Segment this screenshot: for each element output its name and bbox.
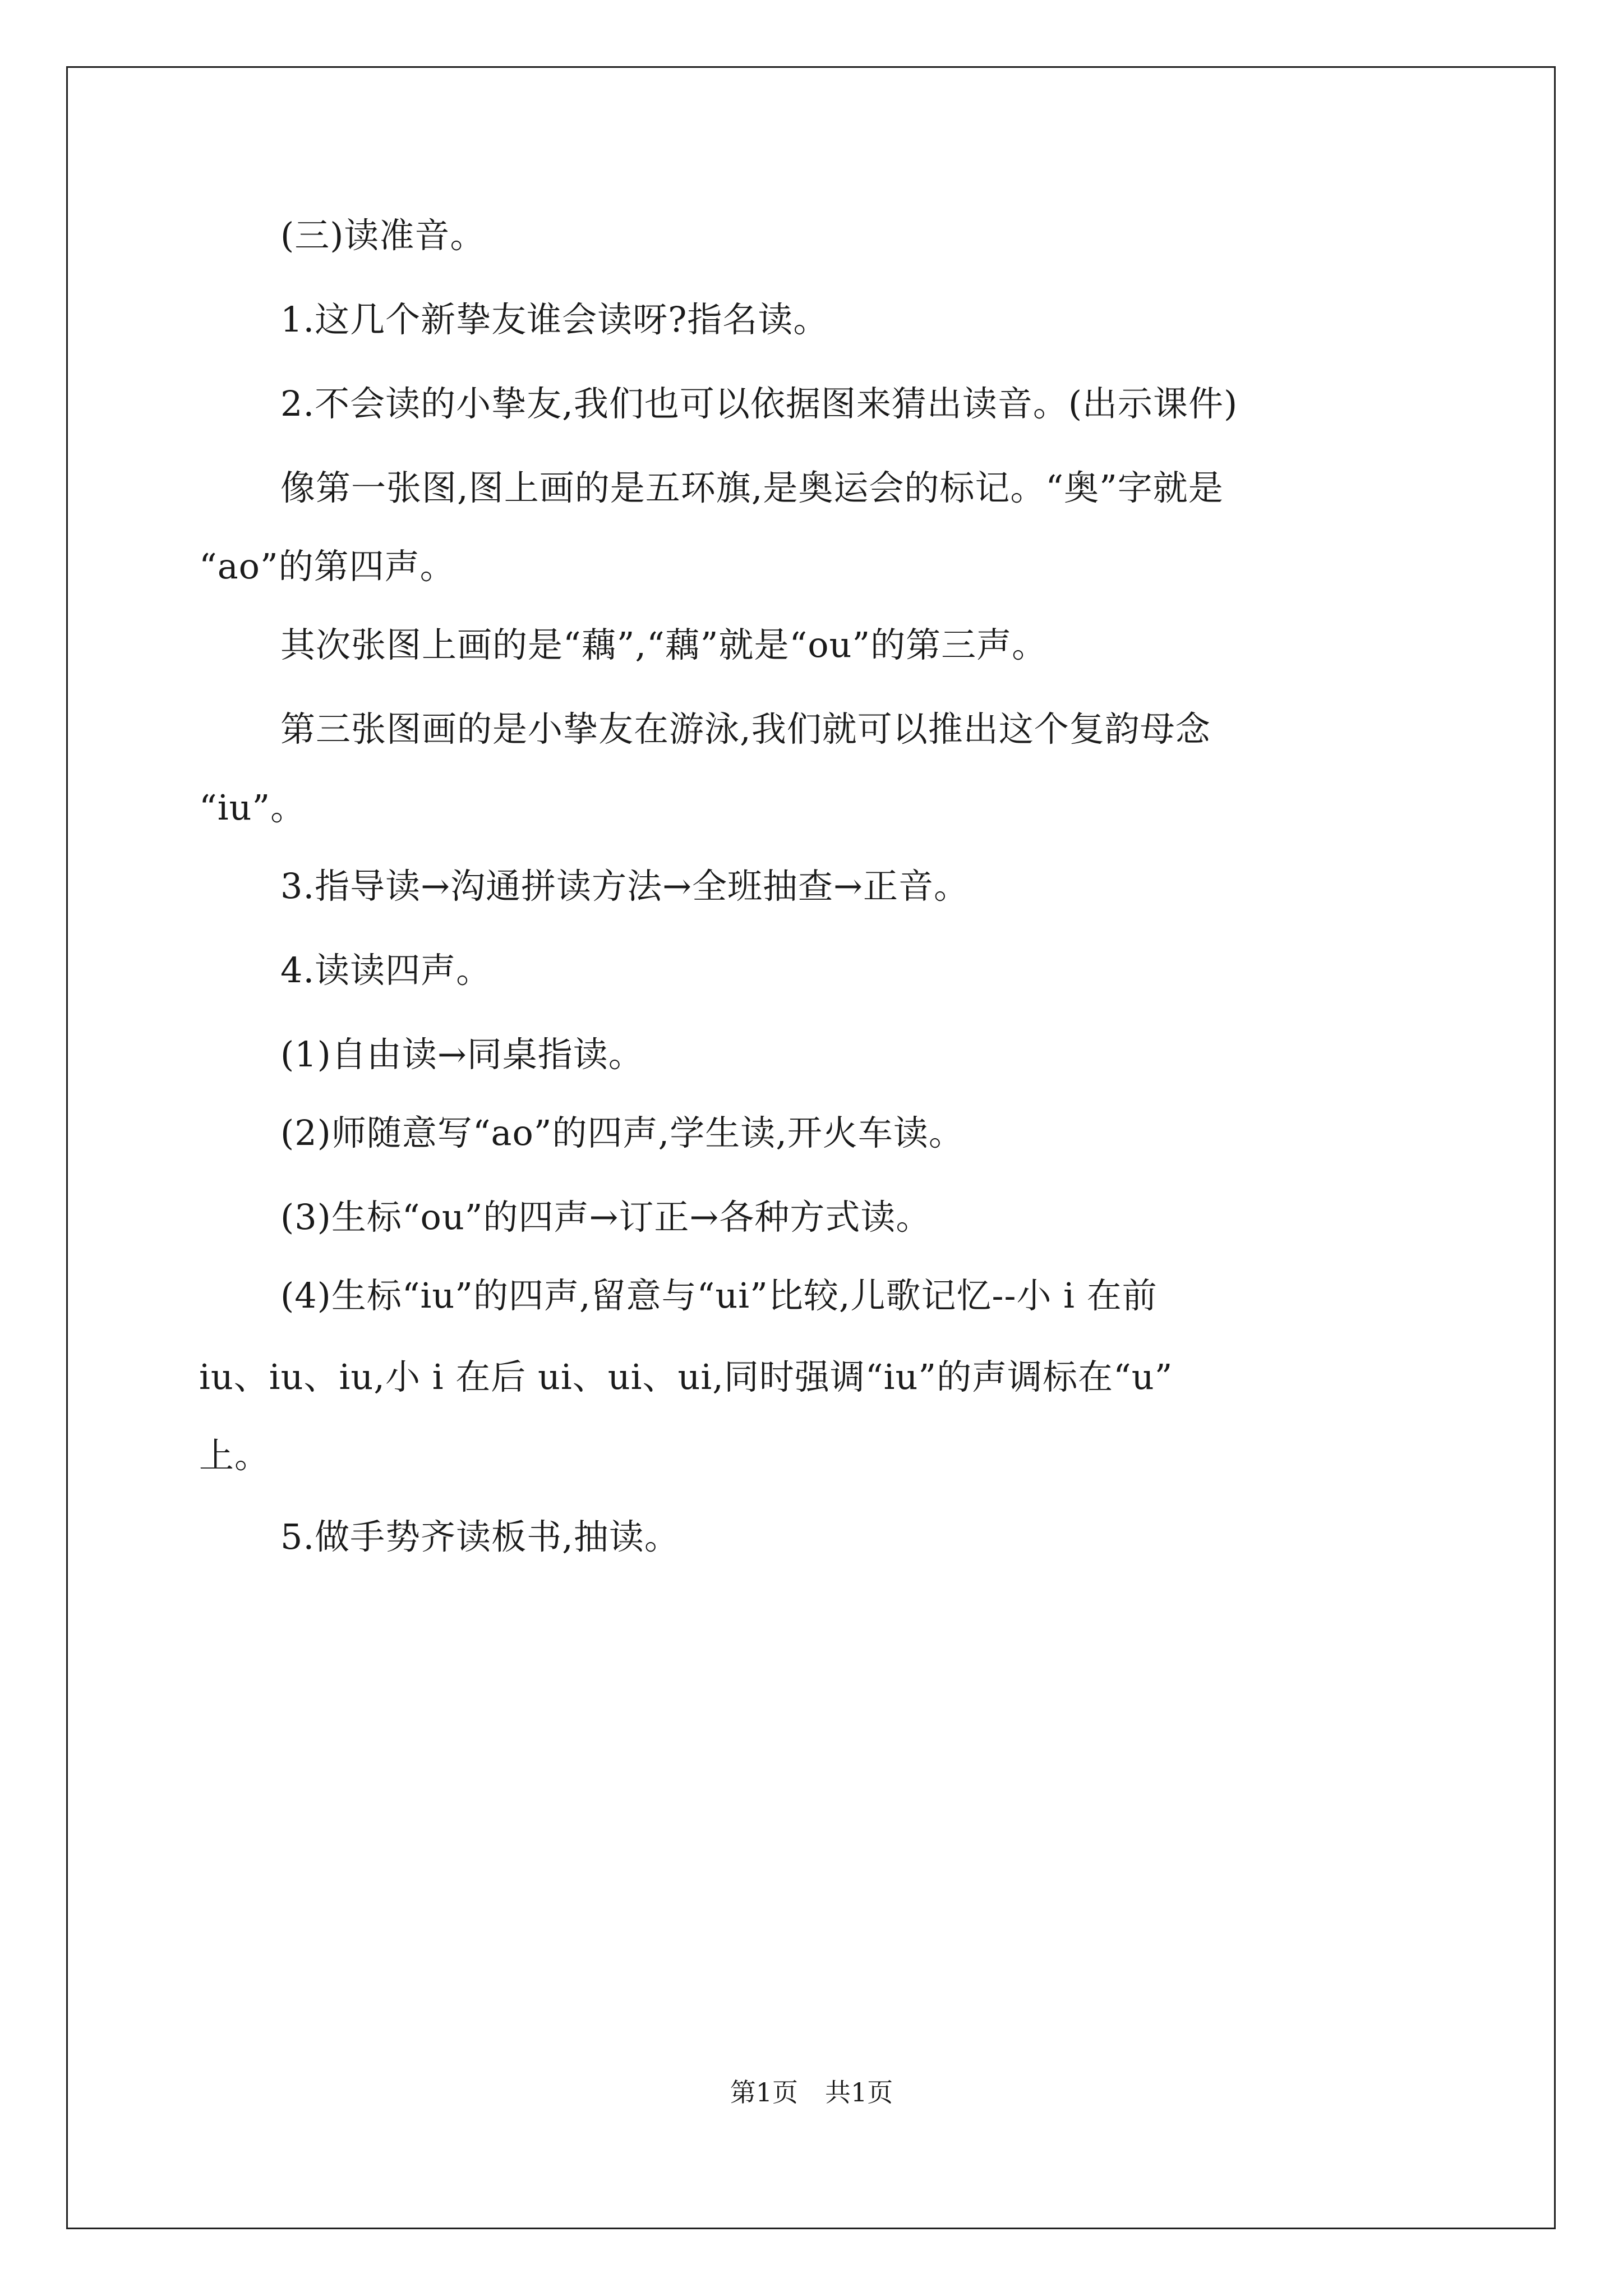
paragraph-line: 3.指导读→沟通拼读方法→全班抽查→正音。 xyxy=(280,866,970,907)
paragraph-line: 像第一张图,图上画的是五环旗,是奥运会的标记。“奥”字就是 xyxy=(280,467,1224,508)
paragraph-line: 1.这几个新挚友谁会读呀?指名读。 xyxy=(280,299,829,340)
paragraph-line: iu、iu、iu,小 i 在后 ui、ui、ui,同时强调“iu”的声调标在“u” xyxy=(199,1356,1173,1397)
paragraph-line: “iu”。 xyxy=(199,787,306,828)
paragraph-line: (1)自由读→同桌指读。 xyxy=(280,1034,644,1075)
page-total: 共1页 xyxy=(825,2077,893,2108)
paragraph-line: 4.读读四声。 xyxy=(280,950,492,991)
page-number: 第1页 xyxy=(730,2077,798,2108)
paragraph-line: (4)生标“iu”的四声,留意与“ui”比较,儿歌记忆--小 i 在前 xyxy=(280,1275,1158,1316)
paragraph-line: 2.不会读的小挚友,我们也可以依据图来猜出读音。(出示课件) xyxy=(280,383,1238,424)
paragraph-line: 其次张图上画的是“藕”,“藕”就是“ou”的第三声。 xyxy=(280,624,1048,665)
paragraph-line: “ao”的第四声。 xyxy=(199,546,455,587)
paragraph-line: (三)读准音。 xyxy=(280,215,486,256)
paragraph-line: (3)生标“ou”的四声→订正→各种方式读。 xyxy=(280,1197,932,1237)
paragraph-line: 上。 xyxy=(199,1435,270,1476)
page-footer xyxy=(0,2076,1623,2109)
paragraph-line: 5.做手势齐读板书,抽读。 xyxy=(280,1516,680,1557)
paragraph-line: 第三张图画的是小挚友在游泳,我们就可以推出这个复韵母念 xyxy=(280,708,1211,749)
paragraph-line: (2)师随意写“ao”的四声,学生读,开火车读。 xyxy=(280,1112,964,1153)
